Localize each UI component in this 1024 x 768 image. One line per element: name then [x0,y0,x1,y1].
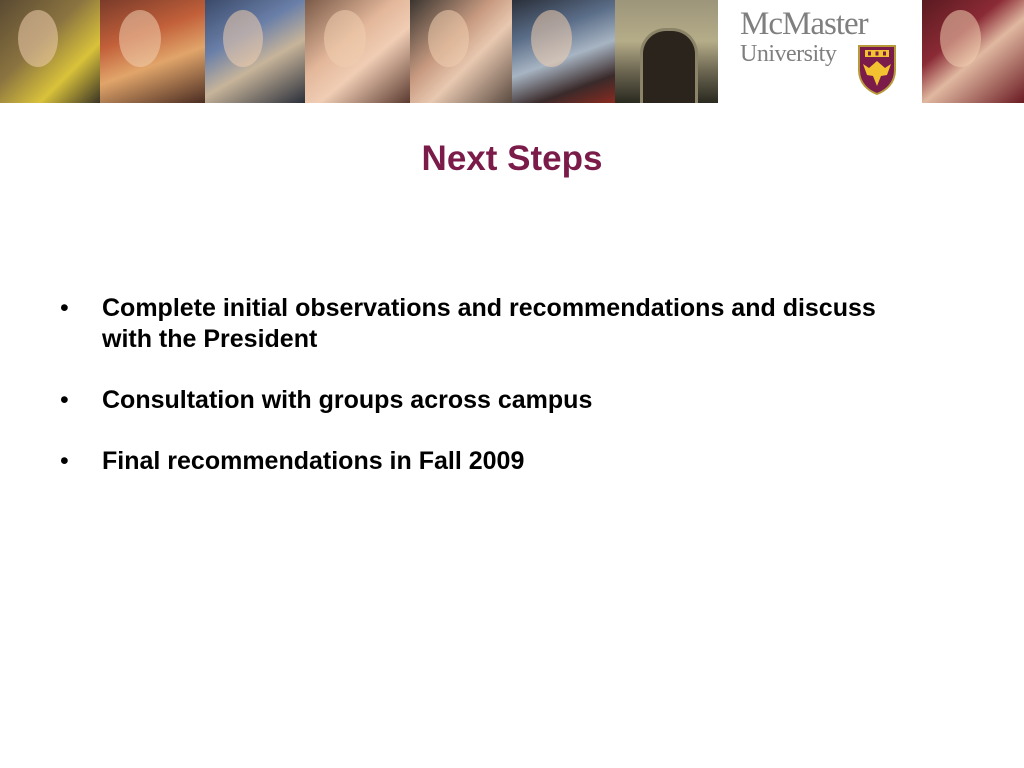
bullet-marker: • [60,386,69,414]
bullet-marker: • [60,294,69,322]
crest-icon [857,44,897,96]
slide-title: Next Steps [421,139,603,178]
bullet-item [60,385,920,416]
bullet-marker: • [60,447,69,475]
logo-sub-text: University [740,41,837,67]
banner-photo-student [205,0,305,103]
bullet-item [60,446,920,477]
banner-photo-athlete [922,0,1024,103]
university-logo [718,0,922,103]
banner-photo-lab-student [410,0,512,103]
logo-name-text: McMaster [740,6,868,42]
bullet-text: Consultation with groups across campus [102,386,593,414]
header-banner [0,0,1024,103]
bullet-text: Final recommendations in Fall 2009 [102,447,525,475]
banner-photo-professor [512,0,615,103]
banner-photo-artist [100,0,205,103]
banner-photo-students-smiling [305,0,410,103]
bullet-text: Complete initial observations and recommendations and discuss with the President [102,294,876,353]
banner-photo-musician [0,0,100,103]
bullet-list [60,293,920,507]
banner-photo-building-arch [615,0,718,103]
bullet-item [60,293,920,355]
